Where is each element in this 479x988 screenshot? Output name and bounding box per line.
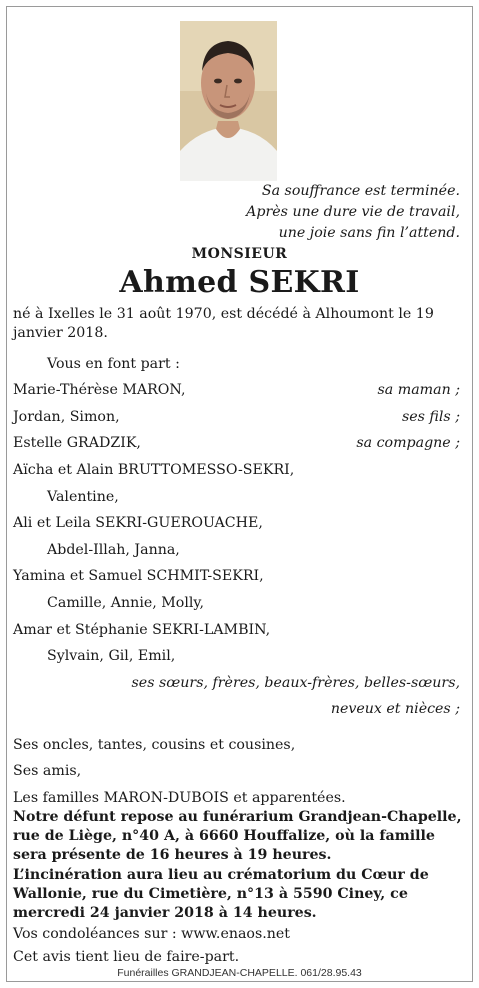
family-line: Valentine, [47, 489, 119, 505]
relatives-line: Les familles MARON-DUBOIS et apparentées. [13, 790, 346, 806]
siblings-relation: ses sœurs, frères, beaux-frères, belles-sœurs, [131, 675, 460, 691]
cremation-info: L’incinération aura lieu au crématorium du Cœur de Wallonie, rue du Cimetière, n°13 à 5590 Ciney, ce mercredi 24 janvier 2018 à 14 heures. [13, 867, 429, 921]
notice-line: Cet avis tient lieu de faire-part. [13, 949, 240, 965]
family-line [13, 380, 460, 400]
deceased-name: Ahmed SEKRI [119, 265, 360, 300]
family-relation: sa compagne ; [356, 435, 460, 451]
family-line: Sylvain, Gil, Emil, [47, 648, 176, 664]
family-line: Yamina et Samuel SCHMIT-SEKRI, [13, 568, 264, 584]
condolences-line: Vos condoléances sur : www.enaos.net [13, 926, 290, 942]
birth-death-statement: né à Ixelles le 31 août 1970, est décédé à Alhoumont le 19 janvier 2018. [13, 306, 434, 341]
honorific-title: MONSIEUR [191, 246, 288, 262]
family-members: Estelle GRADZIK, [13, 435, 141, 451]
family-line: Amar et Stéphanie SEKRI-LAMBIN, [13, 622, 271, 638]
funeral-home-info: Notre défunt repose au funérarium Grandjean-Chapelle, rue de Liège, n°40 A, à 6660 Houffalize, où la famille sera présente de 16 heures à 19 heures. [13, 809, 462, 863]
funeral-director-footer: Funérailles GRANDJEAN-CHAPELLE. 061/28.95.43 [117, 967, 362, 979]
quote-line: une joie sans fin l’attend. [278, 225, 460, 241]
family-relation: ses fils ; [401, 409, 460, 425]
announcement-intro: Vous en font part : [47, 356, 180, 372]
family-line: Abdel-Illah, Janna, [47, 542, 180, 558]
family-relation: sa maman ; [377, 382, 460, 398]
family-line: Camille, Annie, Molly, [47, 595, 205, 611]
relatives-line: Ses amis, [13, 763, 82, 779]
family-line: Aïcha et Alain BRUTTOMESSO-SEKRI, [13, 462, 295, 478]
family-line [13, 433, 460, 453]
obituary-notice [6, 6, 473, 982]
quote-line: Après une dure vie de travail, [246, 204, 460, 220]
family-line [13, 407, 460, 427]
siblings-relation: neveux et nièces ; [330, 701, 460, 717]
family-members: Marie-Thérèse MARON, [13, 382, 186, 398]
family-line: Ali et Leila SEKRI-GUEROUACHE, [13, 515, 263, 531]
relatives-line: Ses oncles, tantes, cousins et cousines, [13, 737, 296, 753]
quote-line: Sa souffrance est terminée. [261, 183, 460, 199]
epitaph-quote [246, 181, 460, 244]
portrait-photo [180, 21, 277, 181]
family-members: Jordan, Simon, [13, 409, 120, 425]
